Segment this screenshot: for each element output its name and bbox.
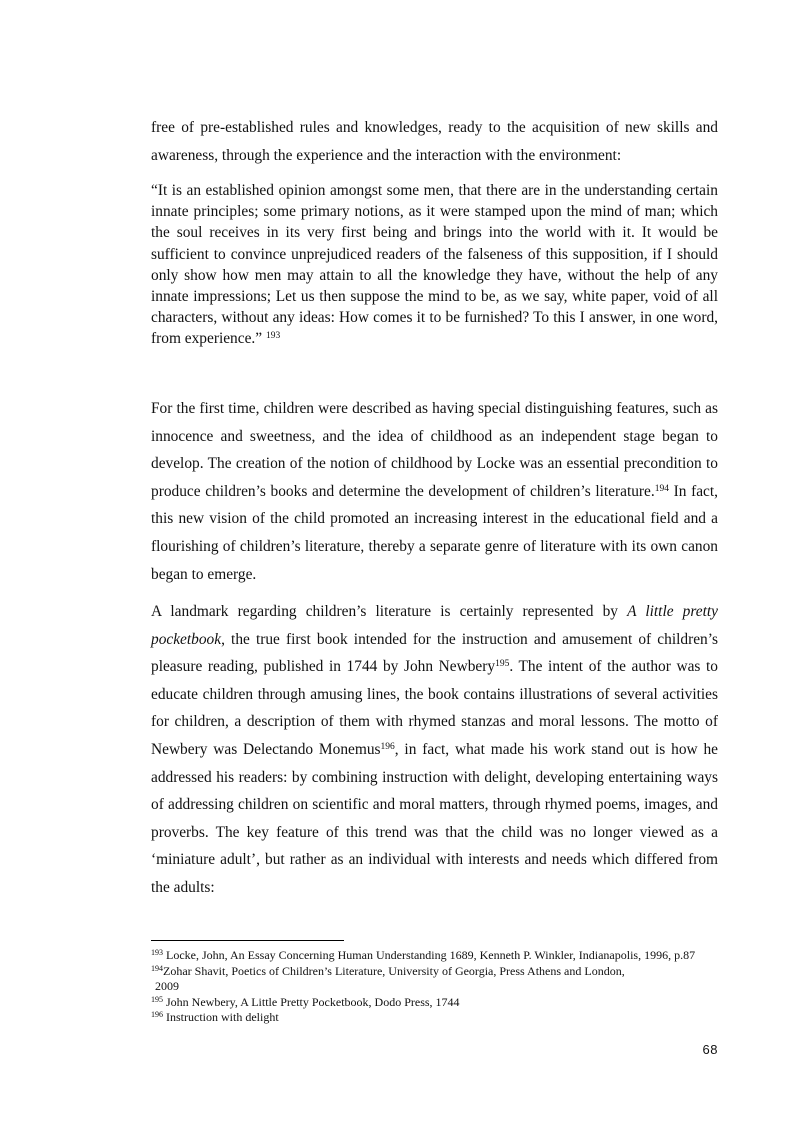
- footnote-number: 195: [151, 994, 163, 1004]
- paragraph-newbery-text-c: . The intent of the author was to educate children through amusing lines, the book contains illustrations of several activities for children, a description of them with rhymed stanzas and moral lessons. The motto of Newbery was Delectando Monemus: [151, 658, 719, 758]
- paragraph-childhood: [151, 395, 718, 588]
- footnote-number: 194: [151, 963, 163, 973]
- page-number: 68: [702, 1042, 718, 1057]
- footnote-text: Zohar Shavit, Poetics of Children’s Literature, University of Georgia, Press Athens and London,: [163, 963, 625, 978]
- footnote-196: [151, 1010, 718, 1026]
- paragraph-intro-text: free of pre-established rules and knowledges, ready to the acquisition of new skills and awareness, through the experience and the interaction with the environment:: [151, 119, 718, 164]
- footnote-193: [151, 948, 718, 964]
- book-title: A little pretty pocketbook: [151, 603, 718, 648]
- footnote-number: 196: [151, 1010, 163, 1019]
- footnote-ref-195: 195: [495, 659, 510, 670]
- paragraph-childhood-text-b: In fact, this new vision of the child promoted an increasing interest in the educational field and a flourishing of children’s literature, thereby a separate genre of literature with its own canon began to emerge.: [151, 482, 718, 583]
- footnote-ref-194: 194: [654, 483, 669, 494]
- paragraph-childhood-text-a: For the first time, children were described as having special distinguishing features, such as innocence and sweetness, and the idea of childhood as an independent stage began to develop. The creation of the notion of childhood by Locke was an essential precondition to produce children’s books and determine the development of children’s literature.: [151, 400, 718, 500]
- footnote-number: 193: [151, 948, 163, 957]
- footnote-194: [151, 964, 718, 995]
- block-quote: [151, 180, 718, 350]
- footnote-ref-193: 193: [265, 331, 281, 342]
- footnote-195: [151, 995, 718, 1011]
- footnotes: [151, 948, 718, 1026]
- footnote-text: Locke, John, An Essay Concerning Human Understanding 1689, Kenneth P. Winkler, Indianapolis, 1996, p.87: [163, 948, 696, 962]
- footnote-text: John Newbery, A Little Pretty Pocketbook, Dodo Press, 1744: [163, 994, 460, 1009]
- footnote-text: Instruction with delight: [163, 1010, 279, 1024]
- footnote-text-continued: 2009: [155, 979, 179, 993]
- footnote-ref-196: 196: [380, 741, 395, 752]
- paragraph-newbery: [151, 598, 718, 902]
- quote-text: “It is an established opinion amongst some men, that there are in the understanding certain innate principles; some primary notions, as it were stamped upon the mind of man; which the soul receives in its very first being and brings into the world with it. It would be sufficient to convince unprejudiced readers of the falseness of this supposition, if I should only show how men may attain to all the knowledge they have, without the help of any innate impressions; Let us then suppose the mind to be, as we say, white paper, void of all characters, without any ideas: How comes it to be furnished? To this I answer, in one word, from experience.”: [151, 182, 718, 348]
- paragraph-newbery-text-d: , in fact, what made his work stand out is how he addressed his readers: by combining instruction with delight, developing entertaining ways of addressing children on scientific and moral matters, through rhymed poems, images, and proverbs. The key feature of this trend was that the child was no longer viewed as a ‘miniature adult’, but rather as an individual with interests and needs which differed from the adults:: [151, 740, 718, 896]
- paragraph-newbery-text-a: A landmark regarding children’s literature is certainly represented by: [151, 603, 628, 620]
- footnote-separator: [151, 940, 344, 941]
- paragraph-intro: [151, 114, 718, 169]
- paragraph-newbery-text-b: , the true first book intended for the instruction and amusement of children’s pleasure reading, published in 1744 by John Newbery: [151, 630, 718, 676]
